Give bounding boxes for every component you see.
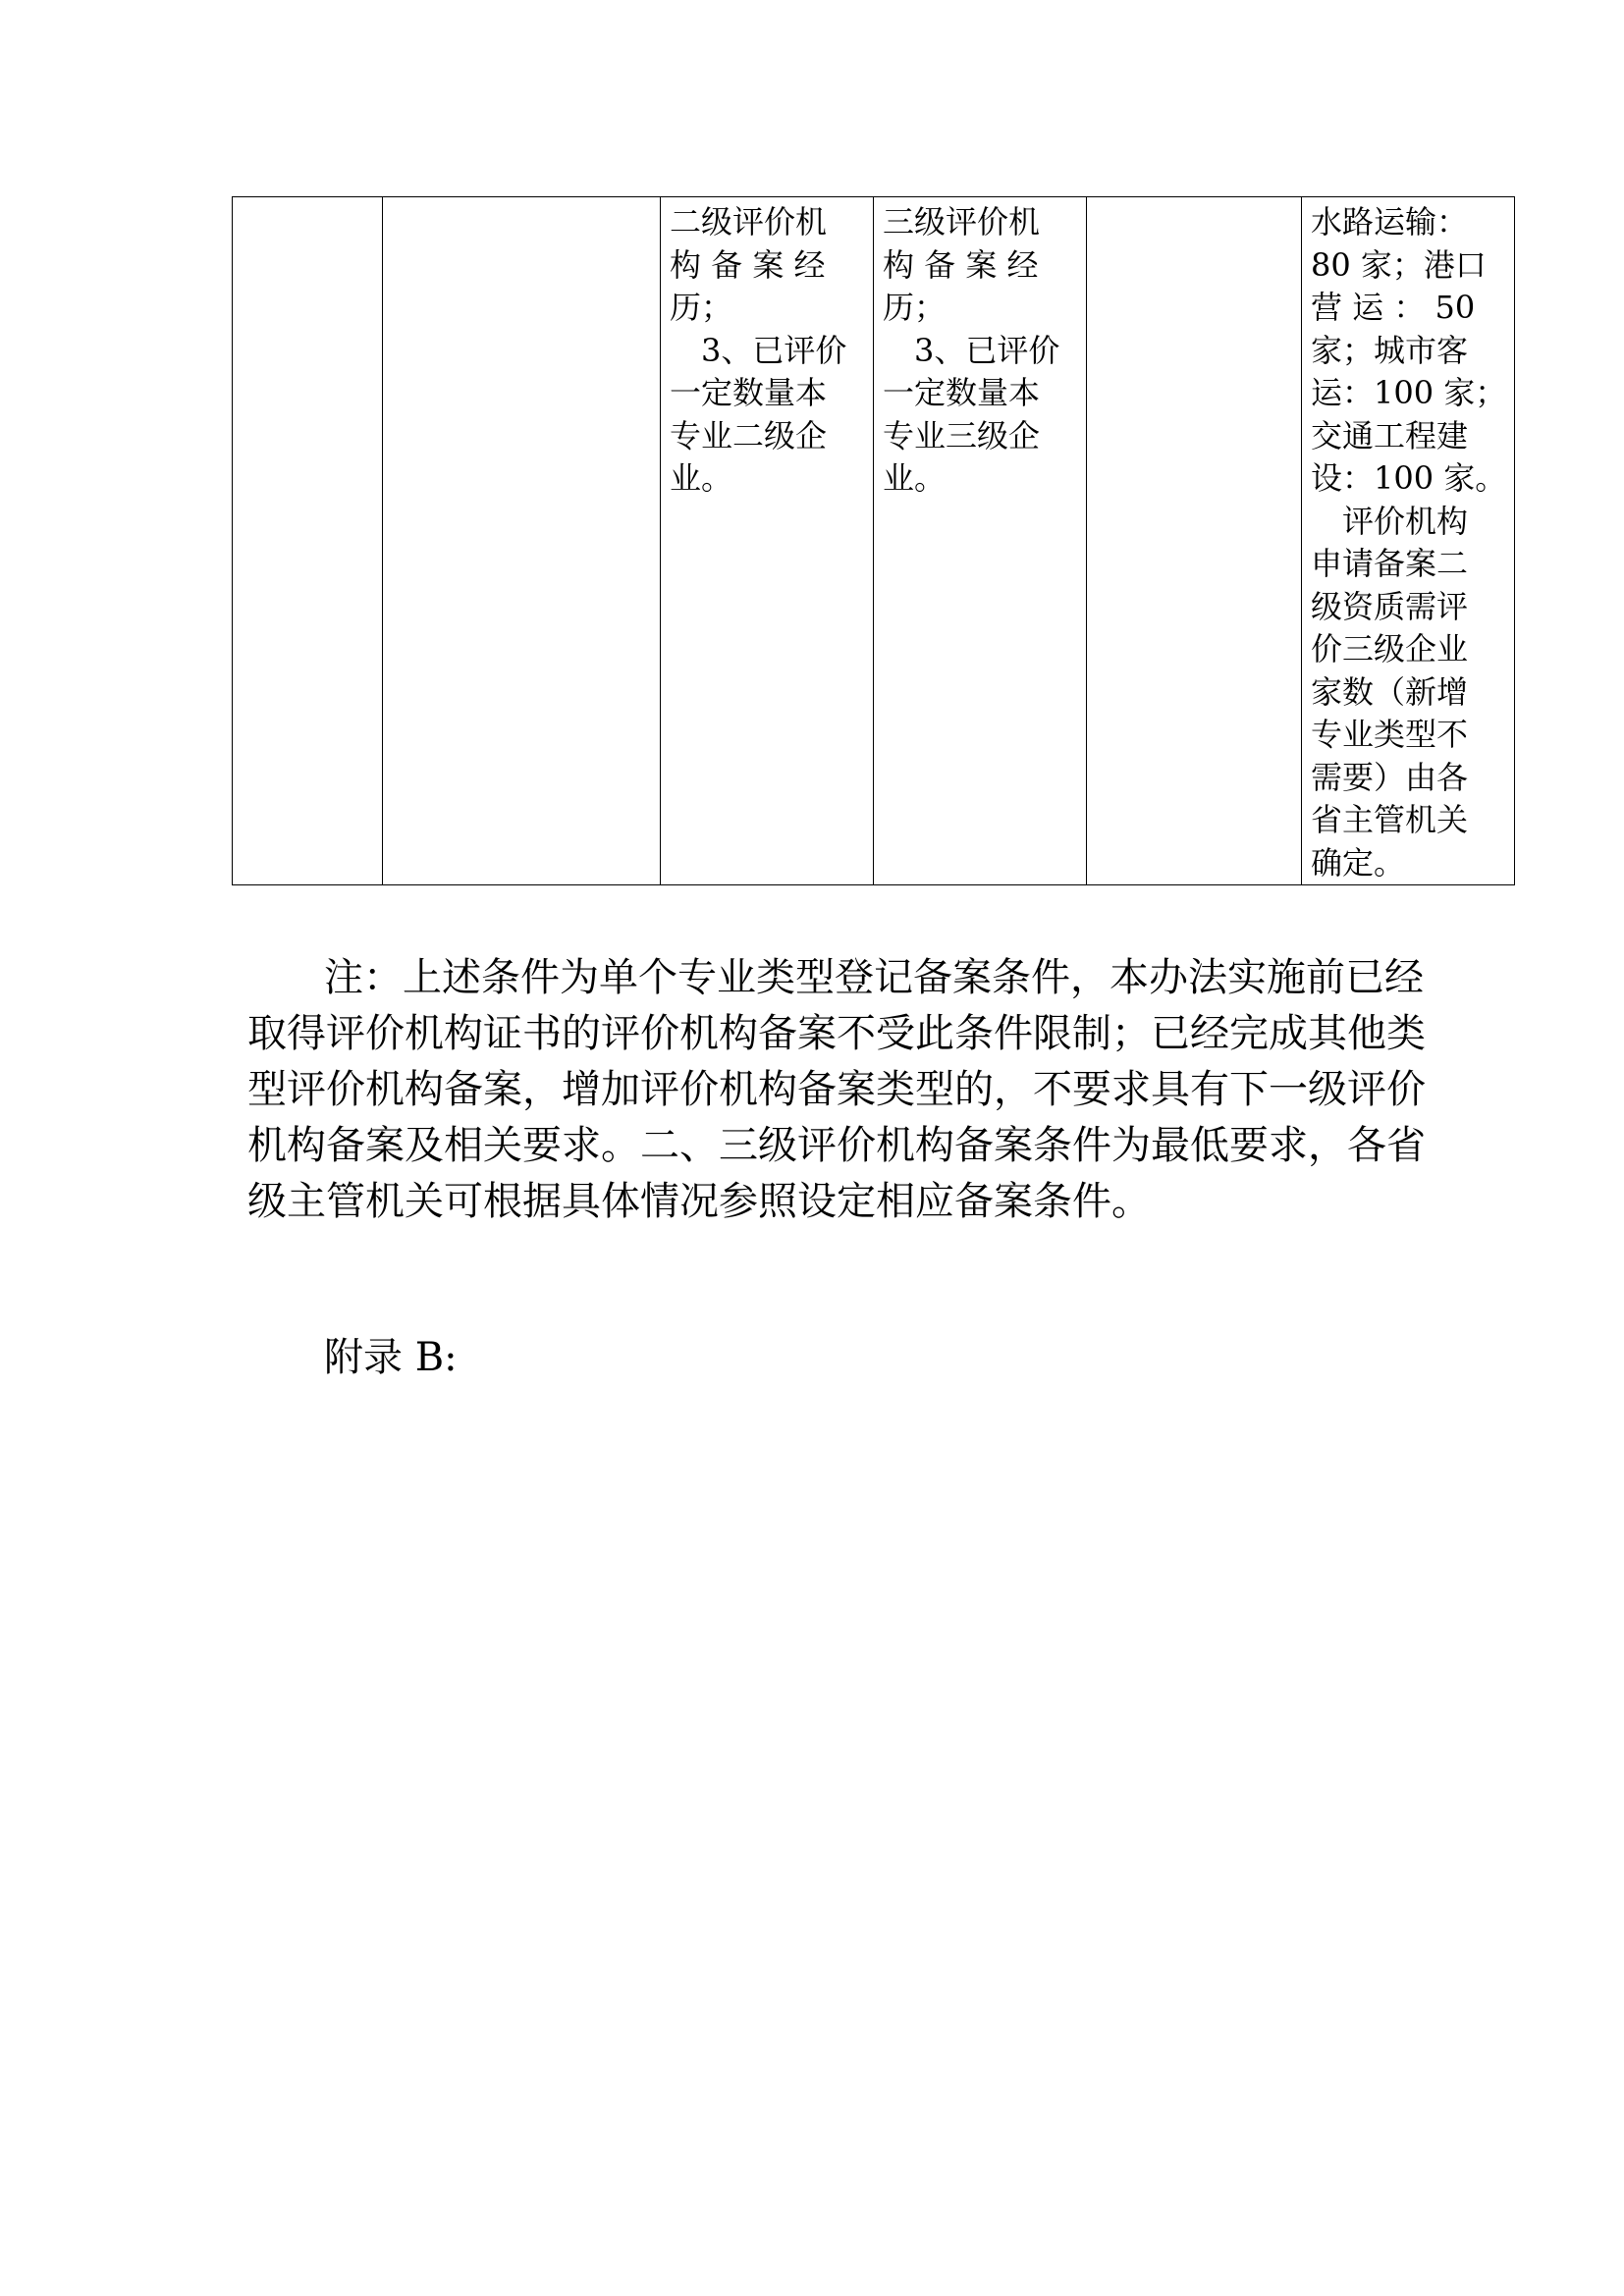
requirements-table-continuation — [232, 196, 1515, 885]
table-cell-level3-experience — [874, 197, 1087, 885]
note-line: 型评价机构备案，增加评价机构备案类型的，不要求具有下一级评价 — [247, 1067, 1426, 1112]
table-cell-enterprise-counts — [1302, 197, 1515, 885]
table-row — [233, 197, 1515, 885]
table-cell-empty — [1087, 197, 1302, 885]
cell-line: 专业三级企 — [883, 416, 1041, 454]
cell-line: 申请备案二 — [1311, 545, 1469, 582]
cell-line: 家；城市客 — [1311, 331, 1469, 369]
cell-line: 历； — [670, 289, 733, 326]
note-line: 机构备案及相关要求。二、三级评价机构备案条件为最低要求，各省 — [247, 1123, 1426, 1168]
cell-line: 二级评价机 — [670, 203, 828, 240]
cell-line: 级资质需评 — [1311, 587, 1469, 625]
note-line: 级主管机关可根据具体情况参照设定相应备案条件。 — [247, 1179, 1151, 1224]
cell-line: 确定。 — [1311, 843, 1406, 881]
cell-line: 价三级企业 — [1311, 630, 1469, 667]
note-line: 注：上述条件为单个专业类型登记备案条件，本办法实施前已经 — [324, 955, 1424, 1000]
cell-line: 运：100 家； — [1311, 374, 1507, 411]
cell-line: 专业类型不 — [1311, 716, 1469, 753]
cell-line: 业。 — [883, 459, 947, 497]
cell-line: 营 运 ： 50 — [1311, 289, 1476, 326]
cell-line: 设：100 家。 — [1311, 459, 1507, 497]
cell-line: 省主管机关 — [1311, 801, 1469, 838]
cell-line: 一定数量本 — [883, 374, 1041, 411]
cell-line: 构 备 案 经 — [670, 245, 826, 284]
cell-line: 构 备 案 经 — [883, 245, 1039, 284]
table-cell-empty — [383, 197, 661, 885]
cell-line: 交通工程建 — [1311, 416, 1469, 454]
cell-line: 3、已评价 — [914, 331, 1060, 369]
cell-line: 专业二级企 — [670, 416, 828, 454]
cell-line: 评价机构 — [1342, 502, 1469, 540]
note-line: 取得评价机构证书的评价机构备案不受此条件限制；已经完成其他类 — [247, 1011, 1426, 1056]
cell-line: 需要）由各 — [1311, 758, 1469, 796]
cell-line: 水路运输： — [1311, 203, 1469, 240]
table-cell-level2-experience — [661, 197, 874, 885]
cell-line: 历； — [883, 289, 947, 326]
cell-line: 家数（新增 — [1311, 672, 1469, 711]
cell-line: 三级评价机 — [883, 203, 1041, 240]
cell-line: 3、已评价 — [701, 331, 847, 369]
cell-line: 业。 — [670, 459, 733, 497]
cell-line: 一定数量本 — [670, 374, 828, 411]
table-cell-empty — [233, 197, 383, 885]
cell-line: 80 家；港口 — [1311, 245, 1487, 284]
appendix-heading: 附录 B: — [324, 1335, 458, 1380]
note-paragraph — [247, 950, 1426, 1230]
